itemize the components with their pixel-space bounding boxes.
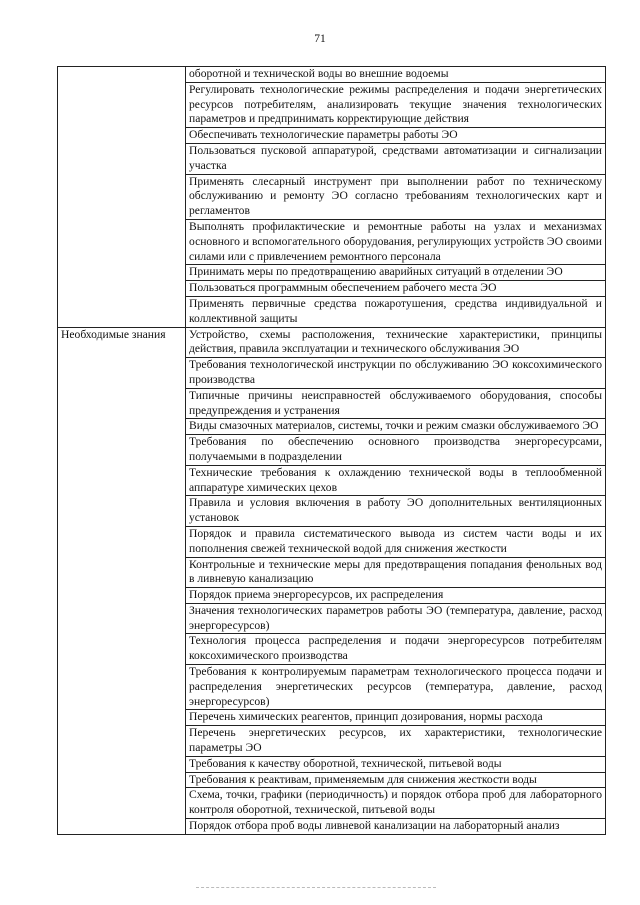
skill-item: Обеспечивать технологические параметры работы ЭО [186, 128, 606, 144]
knowledge-label: Необходимые знания [58, 327, 186, 834]
skill-item: Применять слесарный инструмент при выполнении работ по техническому обслуживанию и ремонту ЭО согласно требованиям технологических карт и регламентов [186, 174, 606, 219]
knowledge-item: Порядок отбора проб воды ливневой канализации на лабораторный анализ [186, 819, 606, 835]
knowledge-item: Значения технологических параметров работы ЭО (температура, давление, расход энергоресурсов) [186, 603, 606, 634]
skill-item: Применять первичные средства пожаротушения, средства индивидуальной и коллективной защиты [186, 296, 606, 327]
knowledge-item: Виды смазочных материалов, системы, точки и режим смазки обслуживаемого ЭО [186, 419, 606, 435]
knowledge-item: Требования к контролируемым параметрам технологического процесса подачи и распределения энергетических ресурсов (температура, давление, расход энергоресурсов) [186, 665, 606, 710]
knowledge-item: Схема, точки, графики (периодичность) и порядок отбора проб для лабораторного контроля оборотной, технической, питьевой воды [186, 788, 606, 819]
knowledge-item: Требования к реактивам, применяемым для снижения жесткости воды [186, 772, 606, 788]
knowledge-item: Перечень энергетических ресурсов, их характеристики, технологические параметры ЭО [186, 726, 606, 757]
skill-item: оборотной и технической воды во внешние водоемы [186, 67, 606, 83]
knowledge-item: Устройство, схемы расположения, технические характеристики, принципы действия, правила эксплуатации и технического обслуживания ЭО [186, 327, 606, 358]
knowledge-item: Правила и условия включения в работу ЭО дополнительных вентиляционных установок [186, 496, 606, 527]
skill-item: Принимать меры по предотвращению аварийных ситуаций в отделении ЭО [186, 265, 606, 281]
knowledge-item: Технические требования к охлаждению технической воды в теплообменной аппаратуре химических цехов [186, 465, 606, 496]
skill-item: Выполнять профилактические и ремонтные работы на узлах и механизмах основного и вспомогательного оборудования, регулирующих устройств ЭО своими силами или с привлечением ремонтного персонала [186, 219, 606, 264]
scan-edge-mark [196, 887, 436, 888]
knowledge-item: Требования к качеству оборотной, технической, питьевой воды [186, 756, 606, 772]
knowledge-item: Перечень химических реагентов, принцип дозирования, нормы расхода [186, 710, 606, 726]
knowledge-item: Порядок и правила систематического вывода из систем части воды и их пополнения свежей технической водой для снижения жесткости [186, 526, 606, 557]
table-row [58, 327, 606, 358]
knowledge-item: Порядок приема энергоресурсов, их распределения [186, 588, 606, 604]
knowledge-item: Типичные причины неисправностей обслуживаемого оборудования, способы предупреждения и устранения [186, 388, 606, 419]
knowledge-item: Контрольные и технические меры для предотвращения попадания фенольных вод в ливневую канализацию [186, 557, 606, 588]
skills-label-cell [58, 67, 186, 328]
skill-item: Регулировать технологические режимы распределения и подачи энергетических ресурсов потребителям, анализировать текущие значения технологических параметров и предпринимать корректирующие действия [186, 82, 606, 127]
skill-item: Пользоваться пусковой аппаратурой, средствами автоматизации и сигнализации участка [186, 143, 606, 174]
table-row [58, 67, 606, 83]
knowledge-item: Требования по обеспечению основного производства энергоресурсами, получаемыми в подразделении [186, 435, 606, 466]
knowledge-item: Требования технологической инструкции по обслуживанию ЭО коксохимического производства [186, 358, 606, 389]
knowledge-item: Технология процесса распределения и подачи энергоресурсов потребителям коксохимического производства [186, 634, 606, 665]
competency-table [57, 66, 606, 835]
table-body [58, 67, 606, 835]
page-number: 71 [314, 33, 326, 45]
skill-item: Пользоваться программным обеспечением рабочего места ЭО [186, 281, 606, 297]
